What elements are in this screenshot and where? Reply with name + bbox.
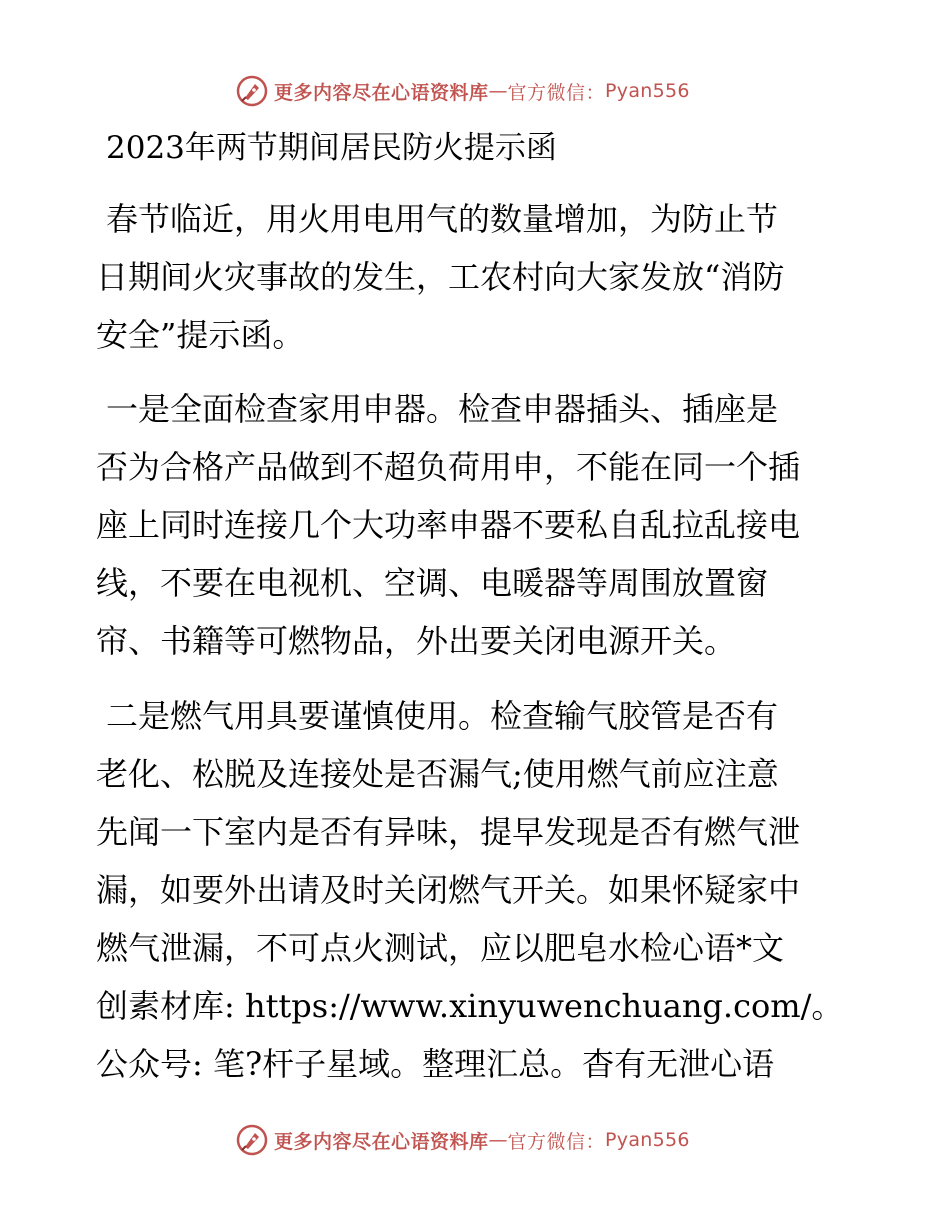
paragraph-electrical — [96, 380, 856, 670]
paragraph-line: 一是全面检查家用申器。检查申器插头、插座是 — [106, 390, 779, 428]
paragraph-line: 安全”提示函。 — [96, 316, 305, 354]
paragraph-line: 春节临近，用火用电用气的数量增加，为防止节 — [106, 200, 779, 238]
watermark-main-text: 更多内容尽在心语资料库 — [274, 81, 489, 104]
watermark-wechat-id: Pyan556 — [605, 80, 690, 102]
watermark-dash: — — [488, 1129, 508, 1151]
paragraph-line: 公众号: 笔?杆子星域。整理汇总。杳有无泄心语 — [96, 1045, 775, 1083]
watermark-official-label: 官方微信： — [507, 1130, 606, 1153]
paragraph-line: 帘、书籍等可燃物品，外出要关闭电源开关。 — [96, 622, 737, 660]
paragraph-line: 创素材库: https://www.xinyuwenchuang.com/。 — [96, 987, 844, 1025]
header-watermark — [236, 73, 690, 109]
paragraph-gas — [96, 687, 856, 1093]
pen-nib-logo-icon — [236, 1124, 268, 1156]
paragraph-line: 燃气泄漏，不可点火测试，应以肥皂水检心语*文 — [96, 929, 785, 967]
paragraph-line: 漏，如要外出请及时关闭燃气开关。如果怀疑家中 — [96, 871, 801, 909]
paragraph-line: 先闻一下室内是否有异味，提早发现是否有燃气泄 — [96, 813, 801, 851]
document-title: 2023年两节期间居民防火提示函 — [106, 130, 557, 166]
paragraph-line: 二是燃气用具要谨慎使用。检查输气胶管是否有 — [106, 697, 779, 735]
paragraph-line: 日期间火灾事故的发生，工农村向大家发放“消防 — [96, 258, 785, 296]
watermark-wechat-id: Pyan556 — [605, 1129, 690, 1151]
watermark-dash: — — [488, 80, 508, 102]
paragraph-line: 座上同时连接几个大功率申器不要私自乱拉乱接电 — [96, 506, 801, 544]
watermark-official-label: 官方微信： — [507, 81, 606, 104]
pen-nib-logo-icon — [236, 75, 268, 107]
footer-watermark — [236, 1122, 690, 1158]
paragraph-intro — [96, 190, 856, 364]
watermark-main-text: 更多内容尽在心语资料库 — [274, 1130, 489, 1153]
paragraph-line: 线，不要在电视机、空调、电暖器等周围放置窗 — [96, 564, 769, 602]
paragraph-line: 否为合格产品做到不超负荷用申，不能在同一个插 — [96, 448, 801, 486]
paragraph-line: 老化、松脱及连接处是否漏气;使用燃气前应注意 — [96, 755, 779, 793]
